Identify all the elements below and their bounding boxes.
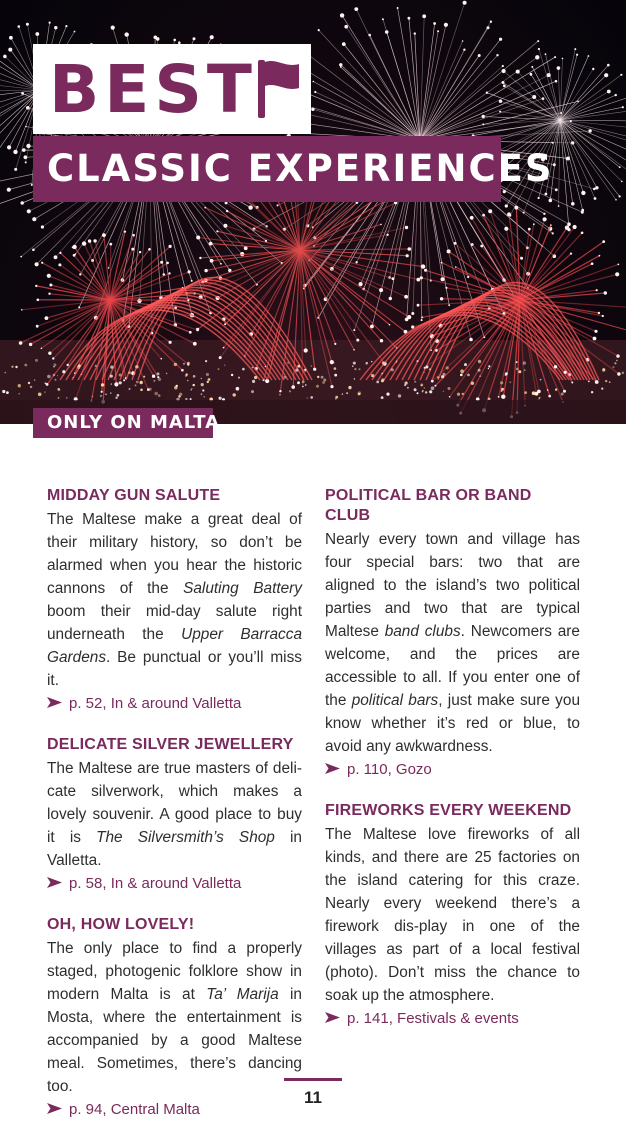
page-reference-link[interactable] xyxy=(47,1098,302,1121)
right-column xyxy=(325,486,580,1050)
page-reference-text: p. 110, Gozo xyxy=(347,761,432,778)
body-text: Nearly every town and village has four special bars: two that are aligned to the island’s two political parties and two that are typical Maltese xyxy=(325,531,580,640)
emphasized-text: band clubs xyxy=(385,623,461,640)
subtitle-banner xyxy=(33,136,501,202)
page-number: 11 xyxy=(284,1088,342,1108)
best-title: BEST xyxy=(49,52,257,128)
page-reference-link[interactable] xyxy=(47,692,302,715)
emphasized-text: political bars xyxy=(352,692,439,709)
emphasized-text: Saluting Battery xyxy=(183,580,302,597)
best-title-box xyxy=(33,44,311,134)
arrow-right-icon xyxy=(47,1103,62,1114)
flag-icon xyxy=(255,58,301,120)
article-body xyxy=(47,757,302,872)
page-reference-link[interactable] xyxy=(325,1007,580,1030)
article-body xyxy=(325,528,580,758)
section-tag xyxy=(33,408,213,438)
article-entry xyxy=(47,735,302,895)
body-text: , just make sure you know whether it’s red or blue, to avoid any awkwardness. xyxy=(325,692,580,755)
body-text: in Mosta, where the entertainment is accompanied by a good Maltese meal. Sometimes, there’s dancing too. xyxy=(47,986,302,1095)
subtitle: CLASSIC EXPERIENCES xyxy=(47,146,554,192)
article-title: OH, HOW LOVELY! xyxy=(47,915,302,935)
emphasized-text: Ta’ Marija xyxy=(206,986,278,1003)
article-body xyxy=(47,937,302,1098)
body-text: . Be punctual or you’ll miss it. xyxy=(47,649,302,689)
page-reference-text: p. 141, Festivals & events xyxy=(347,1010,519,1027)
page-reference-link[interactable] xyxy=(47,872,302,895)
arrow-right-icon xyxy=(325,1012,340,1023)
article-body xyxy=(325,823,580,1007)
article-title: DELICATE SILVER JEWELLERY xyxy=(47,735,302,755)
arrow-right-icon xyxy=(325,763,340,774)
article-entry xyxy=(47,486,302,715)
body-text: The Maltese love fireworks of all kinds, and there are 25 factories on the island catering for this craze. Nearly every weekend there’s a firework dis-play in one of the villages as part of a local festival (photo). Don’t miss the chance to soak up the atmosphere. xyxy=(325,826,580,1004)
body-text: The only place to find a properly staged, photogenic folklore show in modern Malta is at xyxy=(47,940,302,1003)
arrow-right-icon xyxy=(47,877,62,888)
page-reference-text: p. 52, In & around Valletta xyxy=(69,695,241,712)
arrow-right-icon xyxy=(47,697,62,708)
page-reference-text: p. 58, In & around Valletta xyxy=(69,875,241,892)
page-reference-text: p. 94, Central Malta xyxy=(69,1101,200,1118)
article-body xyxy=(47,508,302,692)
emphasized-text: The Silversmith’s Shop xyxy=(96,829,275,846)
emphasized-text: Upper Barracca Gardens xyxy=(47,626,302,666)
section-tag-label: ONLY ON MALTA xyxy=(47,412,220,434)
page-number-rule xyxy=(284,1078,342,1081)
article-title: MIDDAY GUN SALUTE xyxy=(47,486,302,506)
body-text: . Newcomers are welcome, and the prices are accessible to all. If you enter one of the xyxy=(325,623,580,709)
body-text: in Valletta. xyxy=(47,829,302,869)
left-column xyxy=(47,486,302,1141)
body-text: The Maltese make a great deal of their military history, so don’t be alarmed when you hear the historic cannons of the xyxy=(47,511,302,597)
page-reference-link[interactable] xyxy=(325,758,580,781)
article-entry xyxy=(325,486,580,781)
body-text: The Maltese are true masters of deli-cate silverwork, which makes a lovely souvenir. A good place to buy it is xyxy=(47,760,302,846)
article-title: FIREWORKS EVERY WEEKEND xyxy=(325,801,580,821)
article-title: POLITICAL BAR OR BAND CLUB xyxy=(325,486,580,526)
article-entry xyxy=(325,801,580,1030)
body-text: boom their mid-day salute right underneath the xyxy=(47,603,302,643)
article-entry xyxy=(47,915,302,1121)
